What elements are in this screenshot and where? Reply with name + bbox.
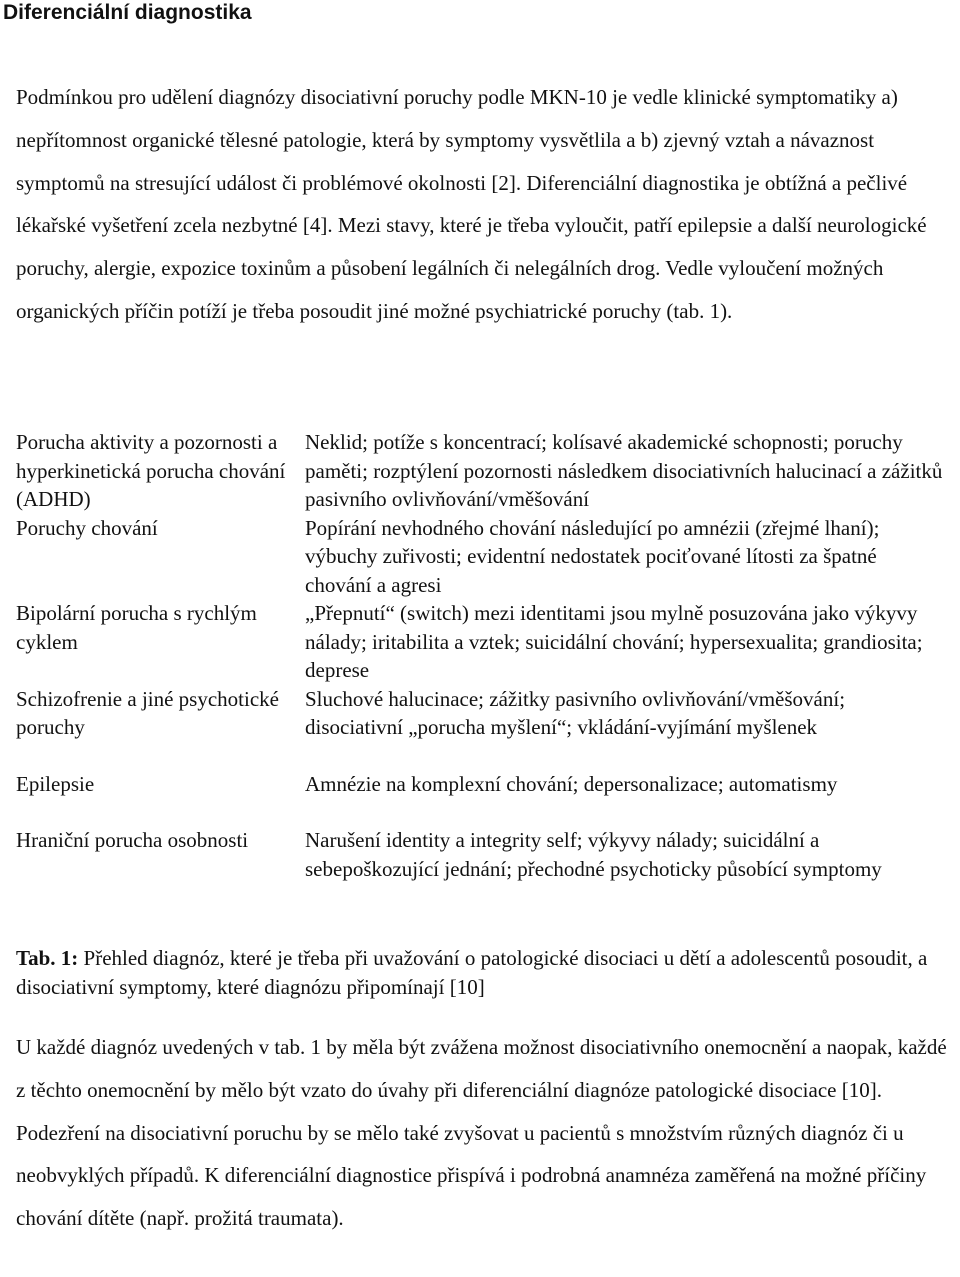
diagnosis-cell: Schizofrenie a jiné psychotické poruchy — [16, 686, 279, 739]
table-row — [16, 428, 946, 514]
diagnosis-cell: Epilepsie — [16, 771, 95, 796]
symptoms-cell: Sluchové halucinace; zážitky pasivního ovlivňování/vměšování; disociativní „porucha myšlení“; vkládání-vyjímání myšlenek — [305, 686, 846, 739]
table-row — [16, 514, 946, 600]
caption-text: Přehled diagnóz, které je třeba při uvažování o patologické disociaci u dětí a adolescentů posoudit, a disociativní symptomy, které diagnózu připomínají [10] — [16, 946, 928, 999]
table-row — [16, 742, 946, 799]
table-caption — [16, 944, 946, 1001]
diagnosis-cell: Hraniční porucha osobnosti — [16, 828, 249, 852]
intro-paragraph: Podmínkou pro udělení diagnózy disociativní poruchy podle MKN-10 je vedle klinické symptomatiky a) nepřítomnost organické tělesné patologie, která by symptomy vysvětlila a b) zjevný vztah a návaznost symptomů na stresující událost či problémové okolnosti [2]. Diferenciální diagnostika je obtížná a pečlivé lékařské vyšetření zcela nezbytné [4]. Mezi stavy, které je třeba vyloučit, patří epilepsie a další neurologické poruchy, alergie, expozice toxinům a působení legálních či nelegálních drog. Vedle vyloučení možných organických příčin potíží je třeba posoudit jiné možné psychiatrické poruchy (tab. 1). — [16, 85, 927, 323]
section-heading: Diferenciální diagnostika — [3, 1, 252, 24]
symptoms-cell: Neklid; potíže s koncentrací; kolísavé akademické schopnosti; poruchy paměti; rozptýlení pozornosti následkem disociativních halucinací a zážitků pasivního ovlivňování/vměšování — [305, 430, 943, 511]
symptoms-cell: Popírání nevhodného chování následující po amnézii (zřejmé lhaní); výbuchy zuřivosti; evidentní nedostatek pociťované lítosti za špatné chování a agresi — [305, 515, 880, 597]
table-row — [16, 798, 946, 883]
diagnosis-cell: Poruchy chování — [16, 515, 158, 540]
diagnosis-cell: Bipolární porucha s rychlým cyklem — [16, 601, 257, 654]
closing-paragraph: U každé diagnóz uvedených v tab. 1 by měla být zvážena možnost disociativního onemocnění a naopak, každé z těchto onemocnění by mělo být vzato do úvahy při diferenciální diagnóze patologické disociace [10]. Podezření na disociativní poruchu by se mělo také zvyšovat u pacientů s množstvím různých diagnóz či u neobvyklých případů. K diferenciální diagnostice přispívá i podrobná anamnéza zaměřená na možné příčiny chování dítěte (např. prožitá traumata). — [16, 1035, 947, 1231]
symptoms-cell: Narušení identity a integrity self; výkyvy nálady; suicidální a sebepoškozující jednání; přechodné psychoticky působící symptomy — [305, 828, 882, 881]
table-row — [16, 685, 946, 742]
differential-diagnosis-table — [16, 428, 946, 883]
caption-label: Tab. 1: — [16, 946, 79, 970]
table-row — [16, 599, 946, 685]
symptoms-cell: „Přepnutí“ (switch) mezi identitami jsou mylně posuzována jako výkyvy nálady; iritabilita a vztek; suicidální chování; hypersexualita; grandiosita; deprese — [305, 601, 923, 682]
diagnosis-cell: Porucha aktivity a pozornosti a hyperkinetická porucha chování (ADHD) — [16, 430, 286, 511]
symptoms-cell: Amnézie na komplexní chování; depersonalizace; automatismy — [305, 771, 838, 796]
